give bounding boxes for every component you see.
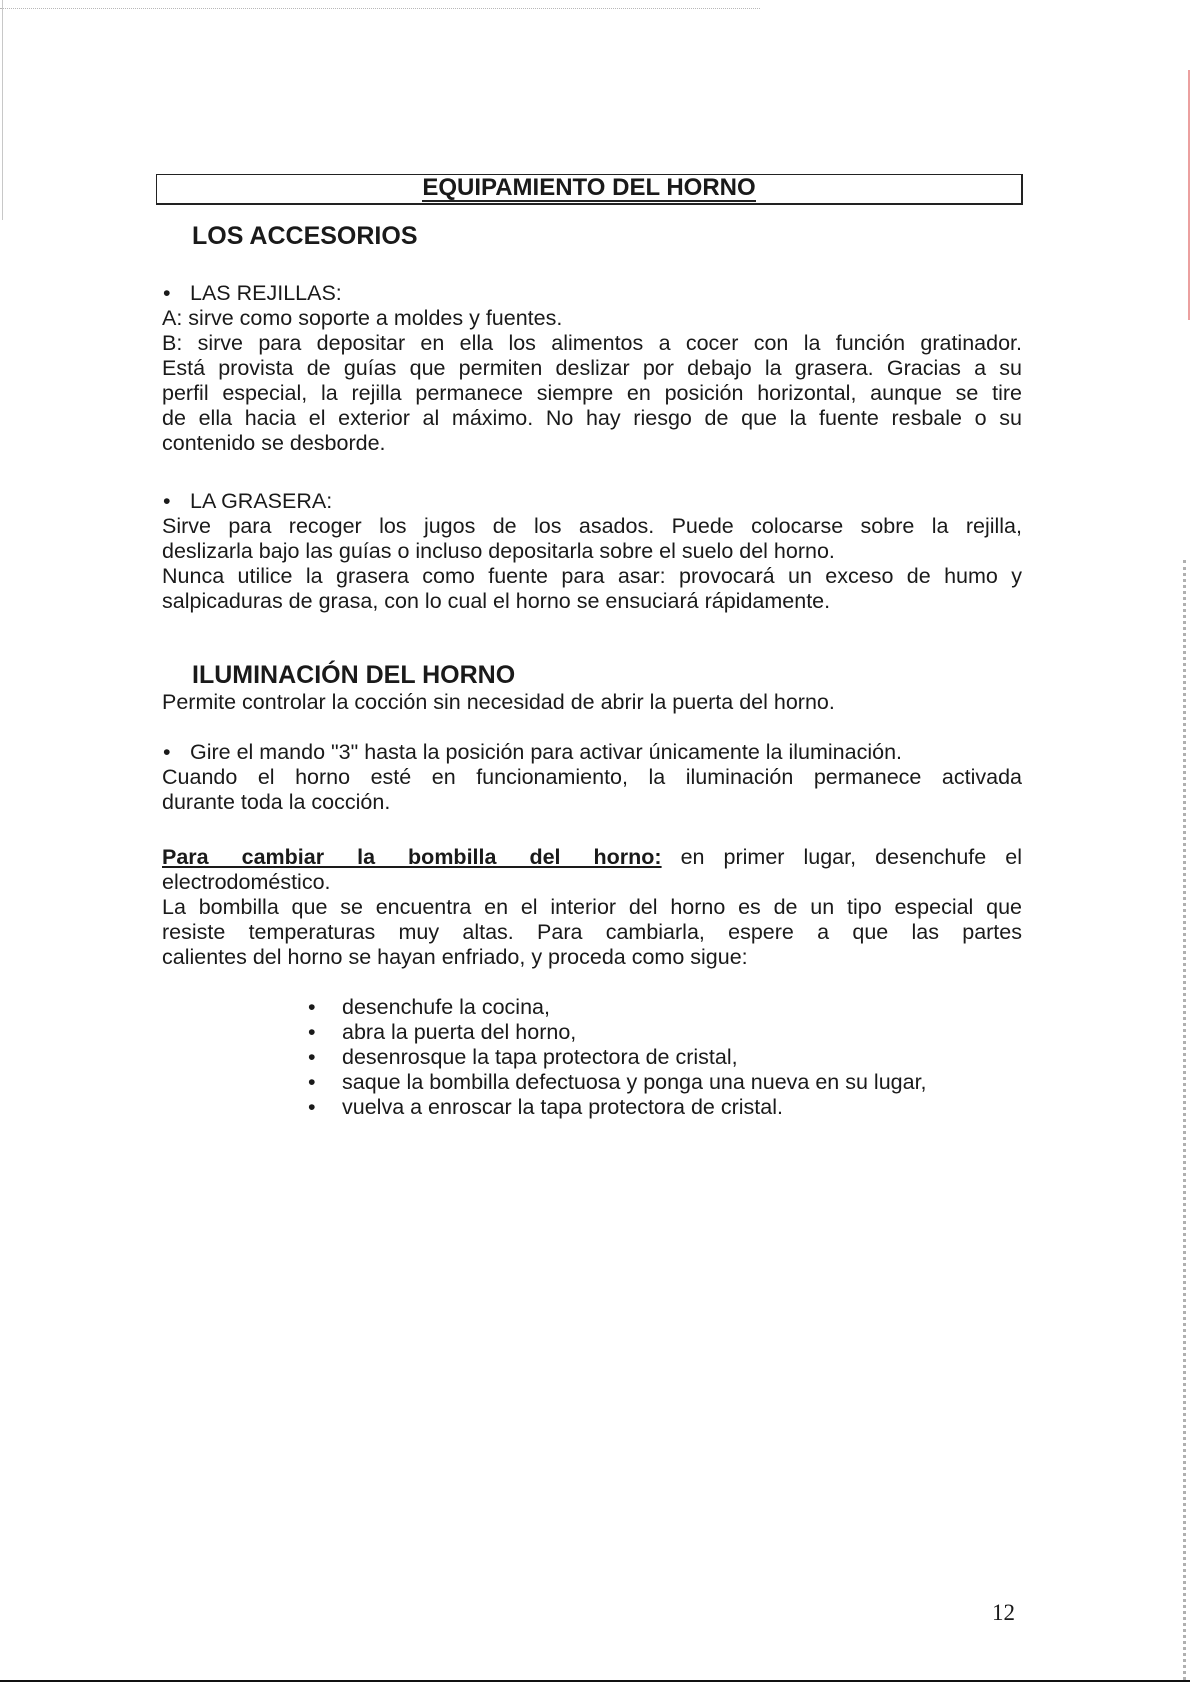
page-title: EQUIPAMIENTO DEL HORNO	[422, 174, 756, 201]
list-item: • desenrosque la tapa protectora de cristal,	[308, 1045, 1022, 1070]
racks-line-a: A: sirve como soporte a moldes y fuentes.	[162, 306, 563, 330]
document-body	[162, 174, 1022, 1120]
page-title-box	[156, 174, 1023, 205]
spacer	[162, 815, 1022, 845]
scan-edge-left	[2, 0, 3, 220]
spacer	[162, 715, 1022, 740]
bulb-change-line-3: La bombilla que se encuentra en el interior del horno es de un tipo especial que	[162, 895, 1022, 919]
lighting-bullet: • Gire el mando "3" hasta la posición para activar únicamente la iluminación.	[162, 740, 1022, 765]
list-item: • abra la puerta del horno,	[308, 1020, 1022, 1045]
bulb-change-line-2: electrodoméstico.	[162, 870, 331, 894]
list-item: • vuelva a enroscar la tapa protectora de cristal.	[308, 1095, 1022, 1120]
bulb-change-line-1	[162, 845, 1022, 870]
bulb-change-lead: Para cambiar la bombilla del horno:	[162, 845, 662, 869]
bulb-change-line-5: calientes del horno se hayan enfriado, y proceda como sigue:	[162, 945, 748, 969]
accessories-section	[162, 281, 1022, 614]
list-item: • desenchufe la cocina,	[308, 995, 1022, 1020]
scan-edge-top	[0, 8, 760, 9]
drip-tray-line-3: Nunca utilice la grasera como fuente para asar: provocará un exceso de humo y	[162, 564, 1022, 588]
drip-tray-line-1: Sirve para recoger los jugos de los asados. Puede colocarse sobre la rejilla,	[162, 514, 1022, 538]
scan-edge-right	[1183, 560, 1186, 1680]
spacer	[162, 481, 1022, 489]
lighting-line-3: durante toda la cocción.	[162, 790, 391, 814]
page-number: 12	[992, 1600, 1015, 1625]
list-item: • saque la bombilla defectuosa y ponga una nueva en su lugar,	[308, 1070, 1022, 1095]
racks-line-b4: de ella hacia el exterior al máximo. No hay riesgo de que la fuente resbale o su	[162, 406, 1022, 430]
drip-tray-line-4: salpicaduras de grasa, con lo cual el horno se ensuciará rápidamente.	[162, 589, 831, 613]
lighting-intro: Permite controlar la cocción sin necesidad de abrir la puerta del horno.	[162, 690, 835, 714]
racks-line-b3: perfil especial, la rejilla permanece siempre en posición horizontal, aunque se tire	[162, 381, 1022, 405]
lighting-line-2: Cuando el horno esté en funcionamiento, la iluminación permanece activada	[162, 765, 1022, 789]
section-heading-lighting: ILUMINACIÓN DEL HORNO	[192, 661, 516, 689]
bulb-change-steps	[162, 995, 1022, 1120]
lighting-section	[162, 690, 1022, 1120]
bulb-change-line-4: resiste temperaturas muy altas. Para cambiarla, espere a que las partes	[162, 920, 1022, 944]
spacer	[162, 456, 1022, 481]
racks-line-b2: Está provista de guías que permiten deslizar por debajo la grasera. Gracias a su	[162, 356, 1022, 380]
racks-label: • LAS REJILLAS:	[162, 281, 1022, 306]
bulb-change-lead-rest: en primer lugar, desenchufe el	[661, 845, 1022, 869]
drip-tray-line-2: deslizarla bajo las guías o incluso depositarla sobre el suelo del horno.	[162, 539, 835, 563]
drip-tray-label: • LA GRASERA:	[162, 489, 1022, 514]
racks-line-b1: B: sirve para depositar en ella los alimentos a cocer con la función gratinador.	[162, 331, 1022, 355]
section-heading-accessories: LOS ACCESORIOS	[192, 222, 418, 250]
racks-line-b5: contenido se desborde.	[162, 431, 386, 455]
